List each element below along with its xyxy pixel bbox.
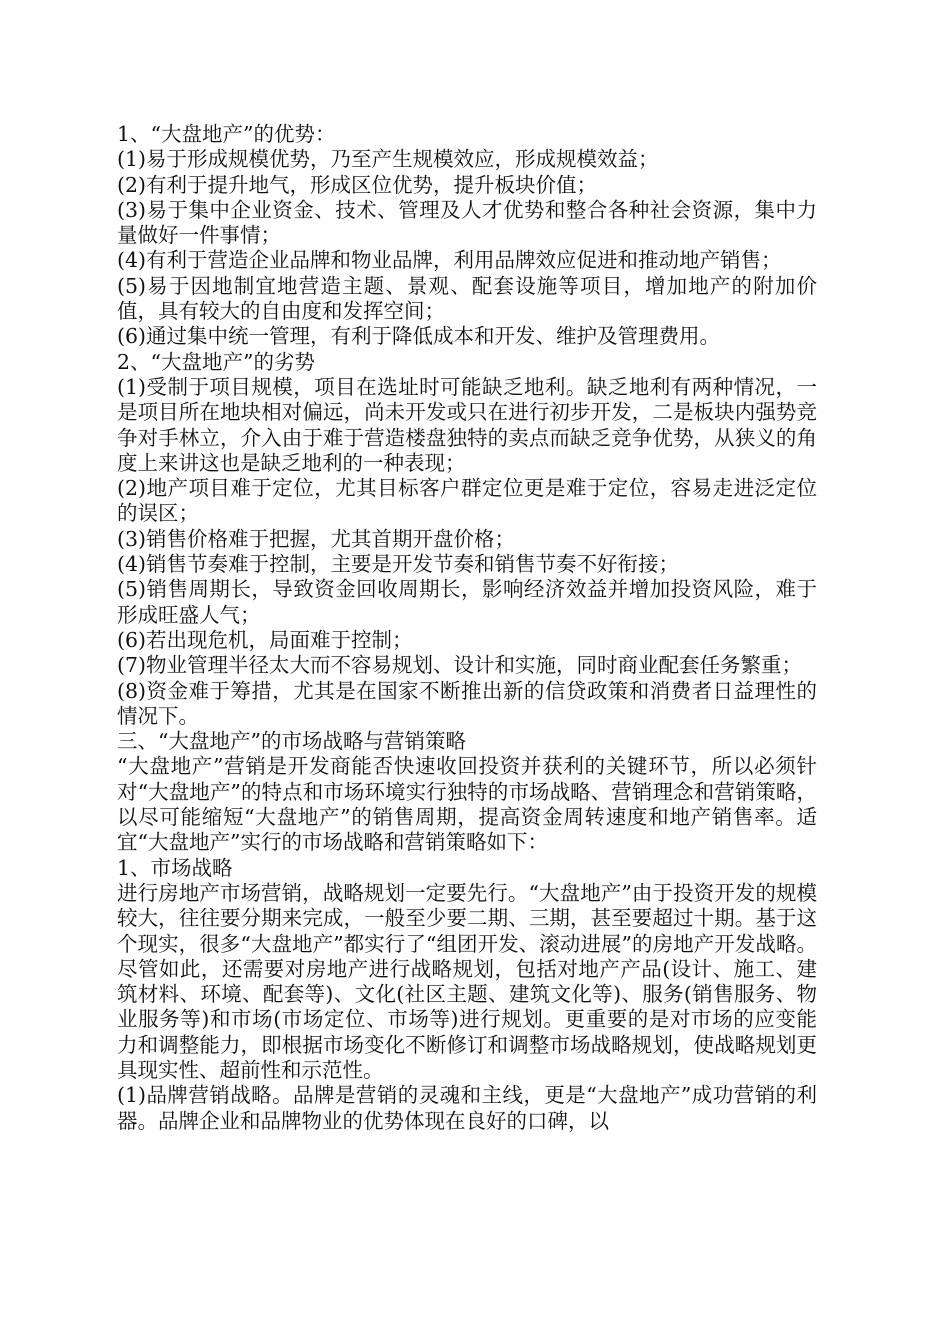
advantage-item-2: (2)有利于提升地气，形成区位优势，提升板块价值； (117, 172, 598, 197)
advantage-item-4: (4)有利于营造企业品牌和物业品牌，利用品牌效应促进和推动地产销售； (117, 248, 782, 273)
disadvantage-item-7: (7)物业管理半径太大而不容易规划、设计和实施，同时商业配套任务繁重； (117, 653, 803, 678)
disadvantage-item-8: (8)资金难于筹措，尤其是在国家不断推出新的信贷政策和消费者日益理性的情况下。 (117, 678, 817, 728)
section-three-intro: “大盘地产”营销是开发商能否快速收回投资并获利的关键环节，所以必须针对“大盘地产”的特点和市场环境实行独特的市场战略、营销理念和营销策略，以尽可能缩短“大盘地产”的销售周期，提高资金周转速度和地产销售率。适宜“大盘地产”实行的市场战略和营销策略如下： (117, 754, 817, 855)
disadvantage-item-3: (3)销售价格难于把握，尤其首期开盘价格； (117, 526, 516, 551)
advantage-item-1: (1)易于形成规模优势，乃至产生规模效应，形成规模效益； (117, 147, 659, 172)
disadvantage-item-5: (5)销售周期长，导致资金回收周期长，影响经济效益并增加投资风险，难于形成旺盛人气； (117, 577, 817, 627)
advantage-item-5: (5)易于因地制宜地营造主题、景观、配套设施等项目，增加地产的附加价值，具有较大的自由度和发挥空间； (117, 273, 817, 324)
disadvantage-item-2: (2)地产项目难于定位，尤其目标客户群定位更是难于定位，容易走进泛定位的误区； (117, 476, 817, 526)
disadvantages-heading: 2、“大盘地产”的劣势 (117, 349, 316, 374)
disadvantage-item-1: (1)受制于项目规模，项目在选址时可能缺乏地利。缺乏地利有两种情况，一是项目所在地块相对偏远，尚未开发或只在进行初步开发，二是板块内强势竞争对手林立，介入由于难于营造楼盘独特的卖点而缺乏竞争优势，从狭义的角度上来讲这也是缺乏地利的一种表现； (117, 374, 817, 475)
advantage-item-3: (3)易于集中企业资金、技术、管理及人才优势和整合各种社会资源，集中力量做好一件事情； (117, 197, 817, 248)
market-strategy-heading: 1、市场战略 (117, 855, 233, 880)
market-strategy-paragraph: 进行房地产市场营销，战略规划一定要先行。“大盘地产”由于投资开发的规模较大，往往要分期来完成，一般至少要二期、三期，甚至要超过十期。基于这个现实，很多“大盘地产”都实行了“组团开发、滚动进展”的房地产开发战略。尽管如此，还需要对房地产进行战略规划，包括对地产产品(设计、施工、建筑材料、环境、配套等)、文化(社区主题、建筑文化等)、服务(销售服务、物业服务等)和市场(市场定位、市场等)进行规划。更重要的是对市场的应变能力和调整能力，即根据市场变化不断修订和调整市场战略规划，使战略规划更具现实性、超前性和示范性。 (117, 880, 817, 1082)
section-three-heading: 三、“大盘地产”的市场战略与营销策略 (117, 729, 466, 754)
advantage-item-6: (6)通过集中统一管理，有利于降低成本和开发、维护及管理费用。 (117, 324, 721, 349)
disadvantage-item-6: (6)若出现危机，局面难于控制； (117, 627, 413, 652)
disadvantage-item-4: (4)销售节奏难于控制，主要是开发节奏和销售节奏不好衔接； (117, 552, 680, 577)
brand-strategy-paragraph: (1)品牌营销战略。品牌是营销的灵魂和主线，更是“大盘地产”成功营销的利器。品牌企业和品牌物业的优势体现在良好的口碑，以 (117, 1083, 817, 1133)
advantages-heading: 1、“大盘地产”的优势： (117, 122, 336, 146)
document-body (117, 122, 817, 1134)
